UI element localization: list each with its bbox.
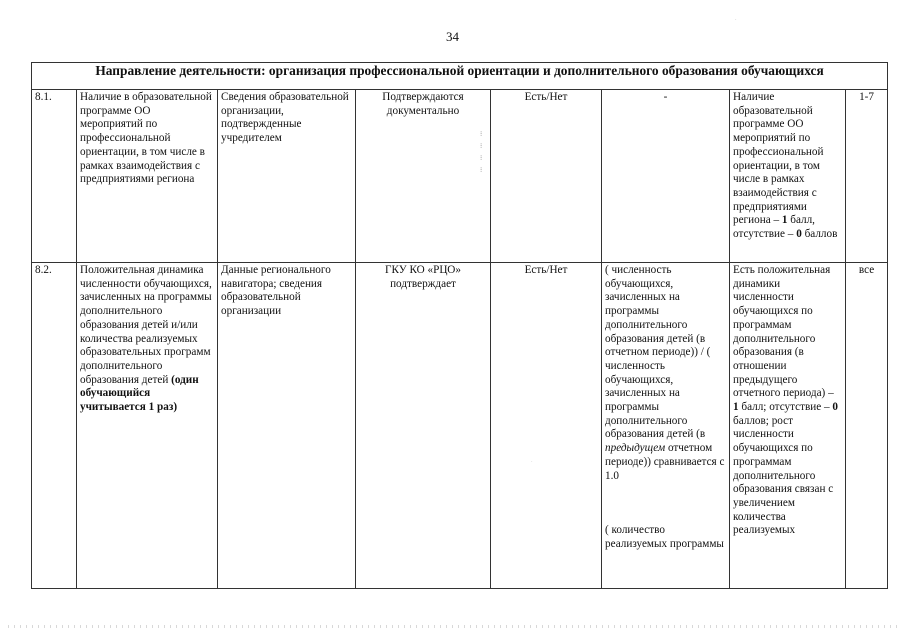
formula-text: ( численность обучающихся, зачисленных на программы дополнительного образования детей (в отчетном периоде)) / ( численность обучающихся, зачисленных на программы дополнительного образования детей (в предыдущем отчетном периоде)) сравнивается с 1.0	[605, 264, 725, 482]
confirmation-cell: ГКУ КО «РЦО» подтверждает	[356, 263, 491, 589]
section-title: Направление деятельности: организация профессиональной ориентации и дополнительного образования обучающихся	[32, 63, 888, 90]
table-row	[32, 90, 888, 263]
scoring-text: Наличие образовательной программе ОО мероприятий по профессиональной ориентации, в том числе в рамках взаимодействия с предприятиями региона –	[733, 91, 824, 227]
scoring-text: баллов; рост численности обучающихся по программам дополнительного образования связан с увеличением количества реализуемых	[733, 414, 834, 537]
scoring-cell	[730, 90, 846, 263]
score-value: 1	[733, 401, 739, 414]
source-cell: Данные регионального навигатора; сведения образовательной организации	[218, 263, 356, 589]
scoring-text: баллов	[801, 228, 838, 241]
scan-artifact: ⁝ ⁝ ⁝ ⁝	[480, 130, 483, 174]
formula-cell: -	[602, 90, 730, 263]
formula-text-continued: ( количество реализуемых программы	[605, 524, 724, 550]
criteria-table	[31, 62, 888, 589]
confirmation-cell: Подтверждаются документально	[356, 90, 491, 263]
scoring-cell	[730, 263, 846, 589]
formula-cell	[602, 263, 730, 589]
page-number: 34	[446, 29, 459, 44]
scan-dot: ·	[531, 460, 533, 465]
scoring-text: Есть положительная динамики численности обучающихся по программам дополнительного образования (в отношении предыдущего отчетного периода) –	[733, 264, 834, 400]
range-cell: все	[846, 263, 888, 589]
scoring-text: балл; отсутствие –	[738, 401, 833, 414]
scoring-text: балл, отсутствие –	[733, 214, 815, 241]
source-cell: Сведения образовательной организации, подтвержденные учредителем	[218, 90, 356, 263]
answer-cell: Есть/Нет	[491, 90, 602, 263]
row-number: 8.1.	[32, 90, 77, 263]
score-value: 0	[796, 228, 802, 241]
range-cell: 1-7	[846, 90, 888, 263]
row-number: 8.2.	[32, 263, 77, 589]
indicator-note: (один обучающийся учитывается 1 раз)	[80, 373, 199, 414]
indicator-cell	[77, 263, 218, 589]
section-header-row	[32, 63, 888, 90]
table-row	[32, 263, 888, 589]
score-value: 1	[781, 214, 788, 227]
scan-edge-noise	[8, 625, 898, 628]
indicator-text: Положительная динамика численности обучающихся, зачисленных на программы дополнительного образования детей и/или количества реализуемых образовательных программ дополнительного образования детей	[80, 264, 212, 386]
indicator-cell: Наличие в образовательной программе ОО мероприятий по профессиональной ориентации, в том числе в рамках взаимодействия с предприятиями региона	[77, 90, 218, 263]
score-value: 0	[832, 401, 838, 414]
scan-dot: ·	[735, 18, 737, 23]
answer-cell: Есть/Нет	[491, 263, 602, 589]
